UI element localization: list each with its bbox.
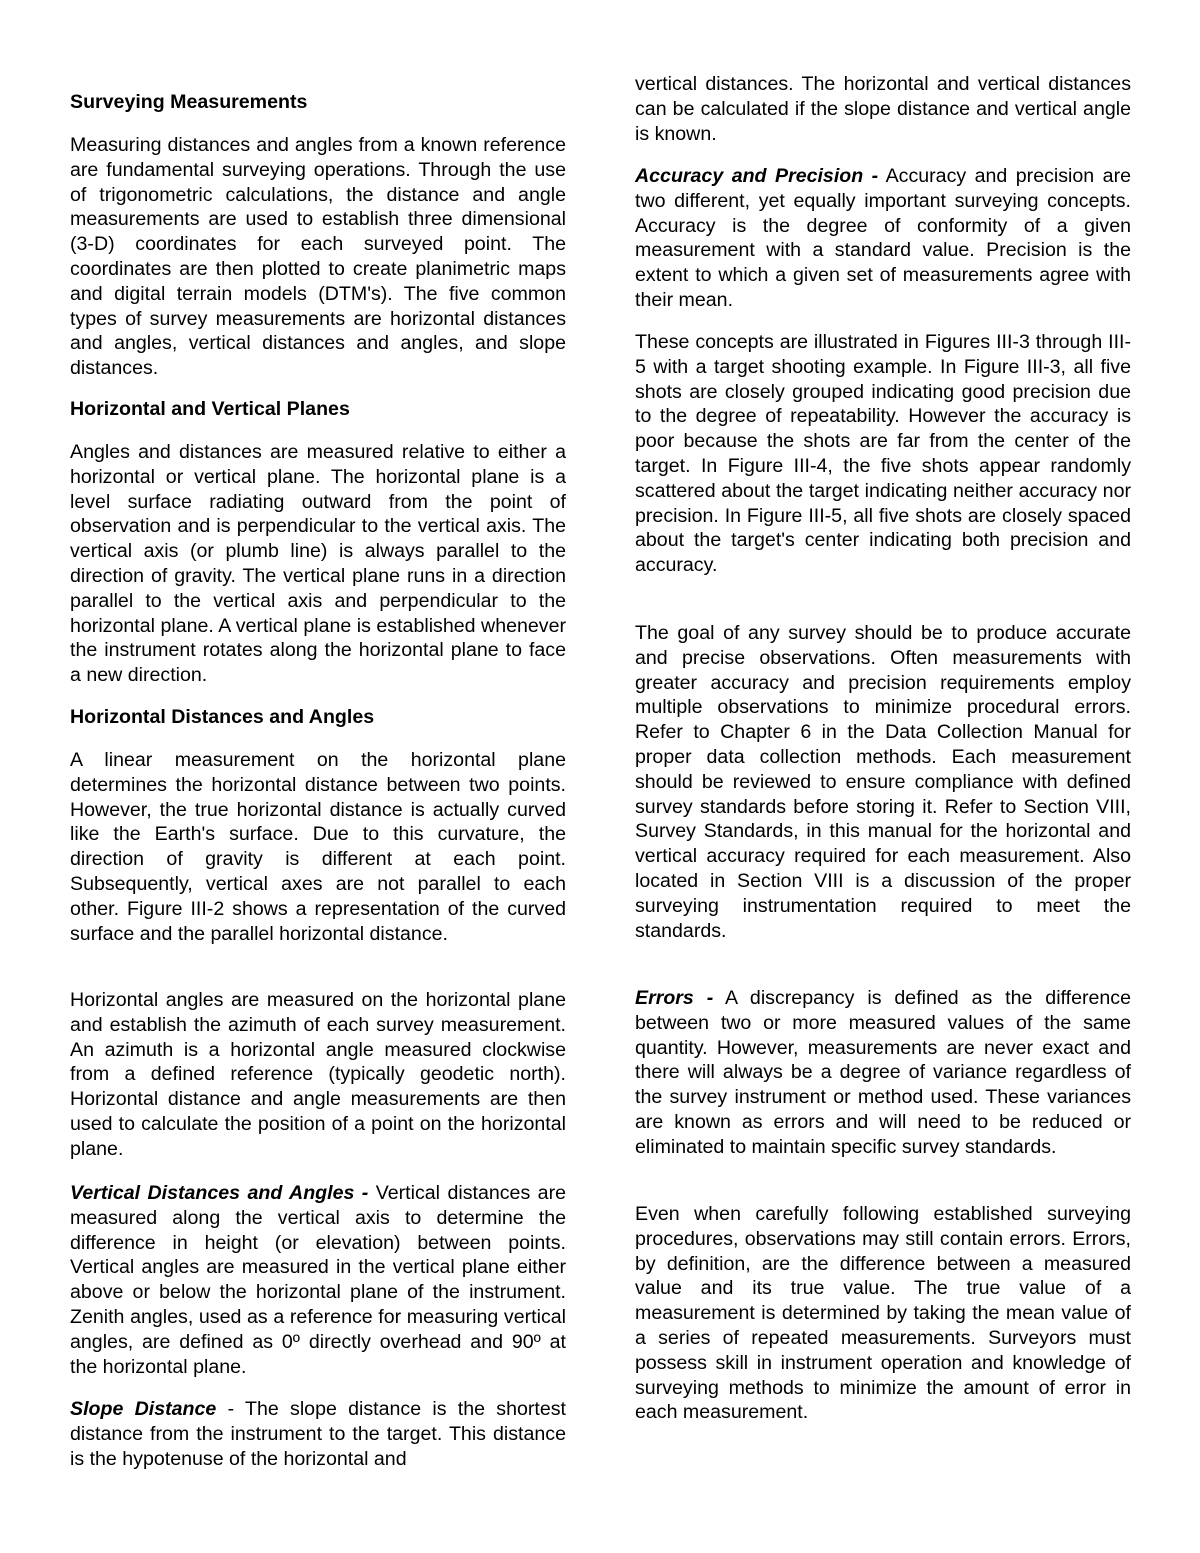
heading-surveying-measurements: Surveying Measurements bbox=[70, 91, 308, 113]
vertical-distances-text: Vertical distances are measured along the vertical axis to determine the difference in height (or elevation) between points. Vertical angles are measured in the vertical plane either above or below the horizontal plane of the instrument. Zenith angles, used as a reference for measuring vertical angles, are defined as 0º directly overhead and 90º at the horizontal plane. bbox=[70, 1182, 566, 1378]
paragraph-errors bbox=[635, 986, 1131, 1160]
paragraph-target-example: These concepts are illustrated in Figures III-3 through III-5 with a target shooting example. In Figure III-3, all five shots are closely grouped indicating good precision due to the degree of repeatability. However the accuracy is poor because the shots are far from the center of the target. In Figure III-4, the five shots appear randomly scattered about the target indicating neither accuracy nor precision. In Figure III-5, all five shots are closely spaced about the target's center indicating both precision and accuracy. bbox=[635, 331, 1131, 577]
paragraph-slope-continued: vertical distances. The horizontal and vertical distances can be calculated if the slope distance and vertical angle is known. bbox=[635, 73, 1131, 145]
paragraph-horizontal-distance: A linear measurement on the horizontal plane determines the horizontal distance between two points. However, the true horizontal distance is actually curved like the Earth's surface. Due to this curvature, the direction of gravity is different at each point. Subsequently, vertical axes are not parallel to each other. Figure III-2 shows a representation of the curved surface and the parallel horizontal distance. bbox=[70, 749, 566, 945]
run-in-slope-distance: Slope Distance bbox=[70, 1398, 217, 1420]
paragraph-survey-goal: The goal of any survey should be to produce accurate and precise observations. Often measurements with greater accuracy and precision requirements employ multiple observations to minimize procedural errors. Refer to Chapter 6 in the Data Collection Manual for proper data collection methods. Each measurement should be reviewed to ensure compliance with defined survey standards before storing it. Refer to Section VIII, Survey Standards, in this manual for the horizontal and vertical accuracy required for each measurement. Also located in Section VIII is a discussion of the proper surveying instrumentation required to meet the standards. bbox=[635, 622, 1131, 942]
paragraph-accuracy-precision bbox=[635, 164, 1131, 313]
run-in-vertical-distances: Vertical Distances and Angles - bbox=[70, 1182, 369, 1204]
paragraph-surveying-intro: Measuring distances and angles from a known reference are fundamental surveying operations. Through the use of trigonometric calculations, the distance and angle measurements are used to establish three dimensional (3-D) coordinates for each surveyed point. The coordinates are then plotted to create planimetric maps and digital terrain models (DTM's). The five common types of survey measurements are horizontal distances and angles, vertical distances and angles, and slope distances. bbox=[70, 134, 566, 380]
paragraph-vertical-distances bbox=[70, 1181, 566, 1379]
run-in-errors: Errors - bbox=[635, 987, 714, 1009]
paragraph-slope-distance bbox=[70, 1397, 566, 1471]
accuracy-precision-text: Accuracy and precision are two different, yet equally important surveying concepts. Accuracy is the degree of conformity of a given measurement with a standard value. Precision is the extent to which a given set of measurements agree with their mean. bbox=[635, 165, 1131, 311]
run-in-accuracy-precision: Accuracy and Precision - bbox=[635, 165, 879, 187]
errors-text: A discrepancy is defined as the difference between two or more measured values of the same quantity. However, measurements are never exact and there will always be a degree of variance regardless of the survey instrument or method used. These variances are known as errors and will need to be reduced or eliminated to maintain specific survey standards. bbox=[635, 987, 1132, 1158]
heading-horizontal-distances-angles: Horizontal Distances and Angles bbox=[70, 706, 375, 728]
heading-horizontal-vertical-planes: Horizontal and Vertical Planes bbox=[70, 398, 350, 420]
paragraph-horizontal-angles: Horizontal angles are measured on the horizontal plane and establish the azimuth of each survey measurement. An azimuth is a horizontal angle measured clockwise from a defined reference (typically geodetic north). Horizontal distance and angle measurements are then used to calculate the position of a point on the horizontal plane. bbox=[70, 989, 566, 1160]
slope-distance-text: - The slope distance is the shortest distance from the instrument to the target. This distance is the hypotenuse of the horizontal and bbox=[70, 1398, 566, 1470]
paragraph-error-definition: Even when carefully following established surveying procedures, observations may still contain errors. Errors, by definition, are the difference between a measured value and its true value. The true value of a measurement is determined by taking the mean value of a series of repeated measurements. Surveyors must possess skill in instrument operation and knowledge of surveying methods to minimize the amount of error in each measurement. bbox=[635, 1203, 1131, 1424]
paragraph-planes: Angles and distances are measured relative to either a horizontal or vertical plane. The horizontal plane is a level surface radiating outward from the point of observation and is perpendicular to the vertical axis. The vertical axis (or plumb line) is always parallel to the direction of gravity. The vertical plane runs in a direction parallel to the vertical axis and perpendicular to the horizontal plane. A vertical plane is established whenever the instrument rotates along the horizontal plane to face a new direction. bbox=[70, 441, 566, 687]
